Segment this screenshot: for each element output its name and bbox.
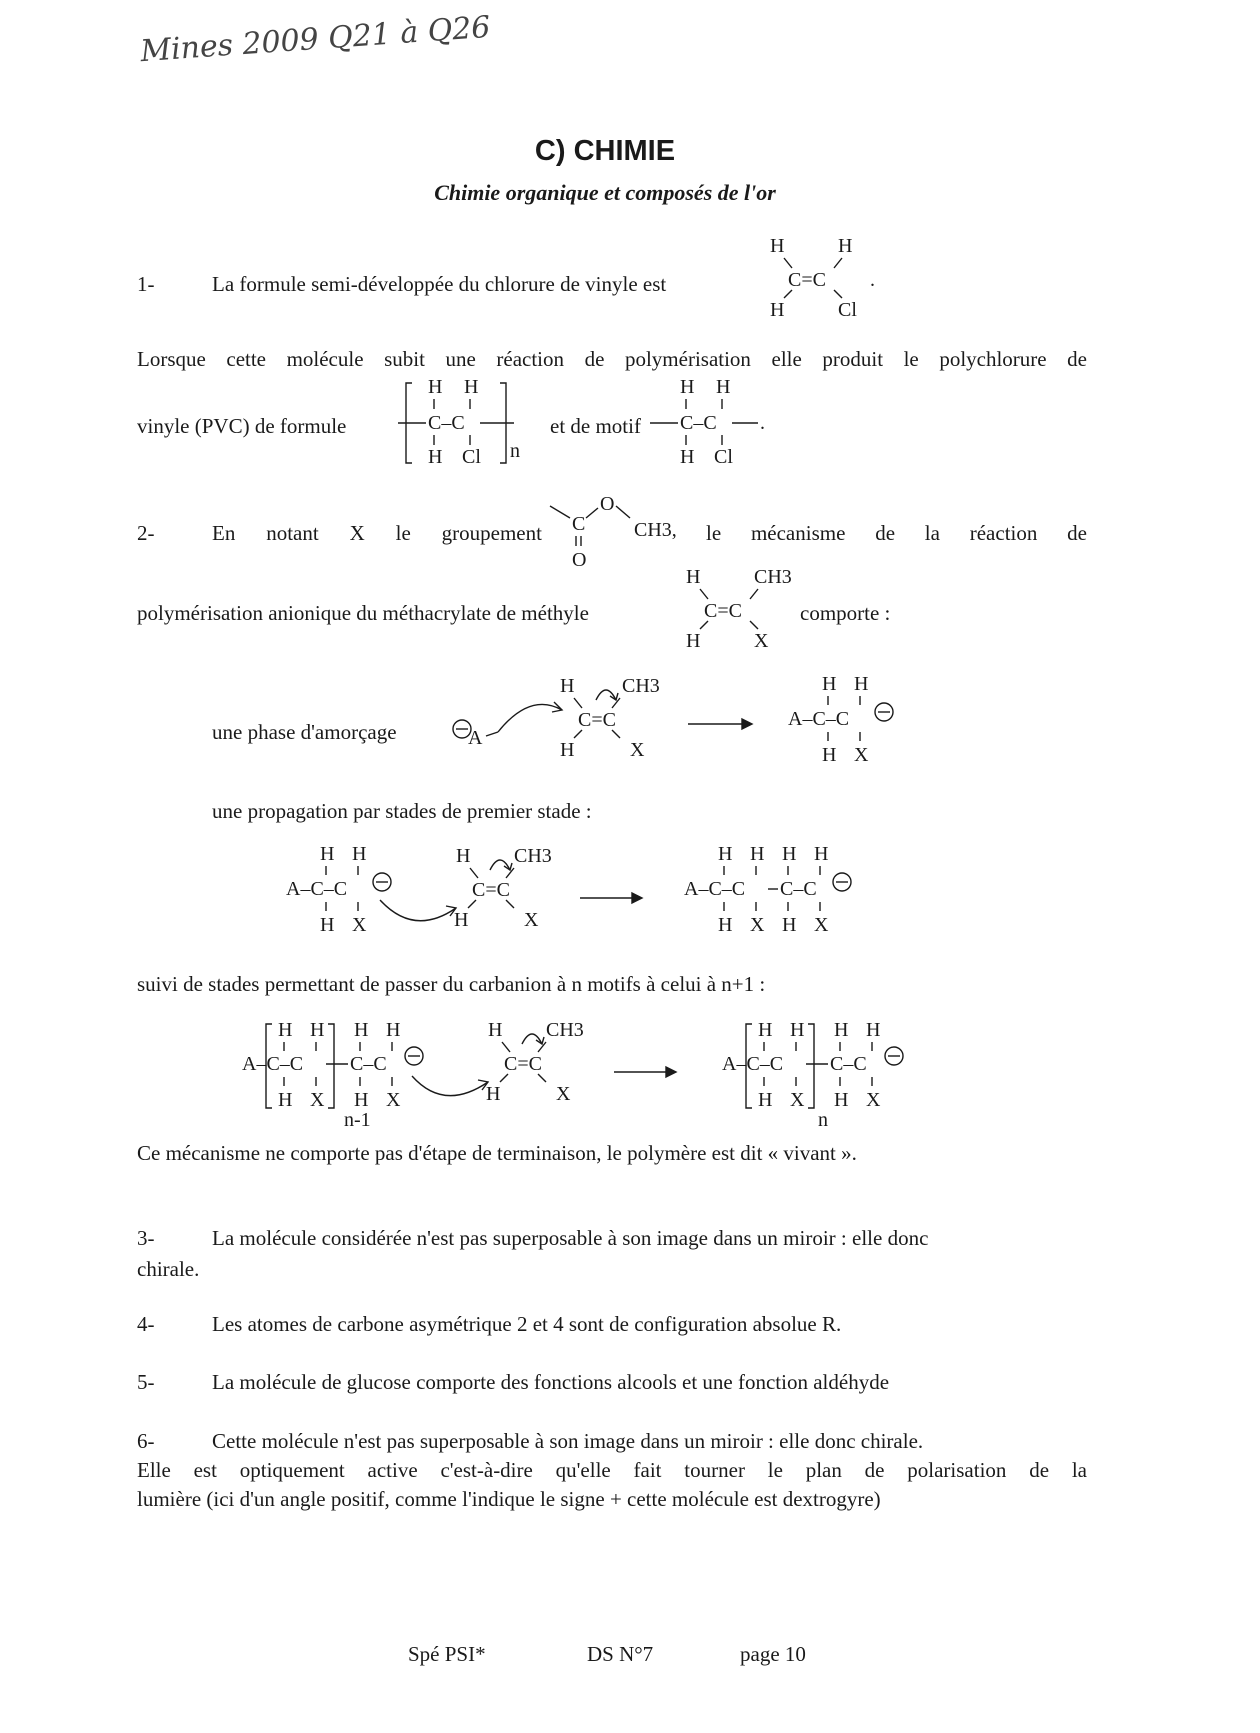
atom-h: H xyxy=(680,376,695,398)
atom-h: H xyxy=(814,843,829,865)
subscript-n: n xyxy=(510,440,520,462)
q6-line1: Cette molécule n'est pas superposable à son image dans un miroir : elle donc chirale. xyxy=(212,1429,924,1453)
atom-h: H xyxy=(320,843,335,865)
c-c-bond: C–C xyxy=(830,1053,867,1075)
atom-h: H xyxy=(770,235,785,257)
bond xyxy=(700,589,708,599)
atom-x: X xyxy=(754,630,769,652)
subscript-n: n xyxy=(818,1109,828,1131)
q5-number: 5- xyxy=(137,1370,155,1394)
atom-h: H xyxy=(354,1089,369,1111)
c-double-bond: C=C xyxy=(788,269,826,291)
bond xyxy=(550,506,570,518)
atom-h: H xyxy=(428,376,443,398)
atom-cl: Cl xyxy=(838,299,857,321)
q1-para-line2b: et de motif xyxy=(550,414,641,438)
bracket-right xyxy=(328,1024,334,1108)
atom-x: X xyxy=(866,1089,881,1111)
bond xyxy=(784,258,792,268)
c-c-bond: C–C xyxy=(428,412,465,434)
atom-h: H xyxy=(278,1019,293,1041)
atom-x: X xyxy=(790,1089,805,1111)
bond xyxy=(502,1042,510,1052)
ester-group-formula xyxy=(548,492,698,572)
bond xyxy=(750,621,758,629)
atom-h: H xyxy=(716,376,731,398)
propagation-n-stage xyxy=(240,1012,920,1137)
a-c-c-chain: A–C–C xyxy=(286,878,348,900)
initiation-reaction xyxy=(450,672,920,777)
footer-left: Spé PSI* xyxy=(408,1642,486,1666)
q2-line1-after xyxy=(706,521,1087,546)
atom-h: H xyxy=(320,914,335,936)
end-dot: . xyxy=(870,269,875,291)
q4-text: Les atomes de carbone asymétrique 2 et 4 sont de configuration absolue R. xyxy=(212,1312,842,1336)
q5-text: La molécule de glucose comporte des fonctions alcools et une fonction aldéhyde xyxy=(212,1370,890,1394)
q3-number: 3- xyxy=(137,1226,155,1250)
q6-number: 6- xyxy=(137,1429,155,1453)
bond xyxy=(834,290,842,298)
bond xyxy=(506,900,514,908)
atom-h: H xyxy=(680,446,695,468)
atom-cl: Cl xyxy=(714,446,733,468)
word: de xyxy=(875,521,896,545)
phase-amorcage-label: une phase d'amorçage xyxy=(212,720,397,744)
atom-h: H xyxy=(278,1089,293,1111)
bond xyxy=(574,698,582,708)
atom-x: X xyxy=(556,1083,571,1105)
ch3-label: CH3 xyxy=(622,675,660,697)
word: En xyxy=(212,521,236,545)
atom-h: H xyxy=(686,566,701,588)
q3-line1: La molécule considérée n'est pas superposable à son image dans un miroir : elle donc xyxy=(212,1226,929,1250)
word: notant xyxy=(266,521,319,545)
atom-h: H xyxy=(718,843,733,865)
c-double-bond: C=C xyxy=(578,709,616,731)
atom-h: H xyxy=(464,376,479,398)
atom-x: X xyxy=(524,909,539,931)
atom-h: H xyxy=(686,630,701,652)
page-title: C) CHIMIE xyxy=(534,135,676,167)
atom-h: H xyxy=(354,1019,369,1041)
word: la xyxy=(924,521,940,545)
atom-c: C xyxy=(572,513,586,535)
ch3-label: CH3 xyxy=(546,1019,584,1041)
atom-h: H xyxy=(486,1083,501,1105)
end-dot: . xyxy=(760,412,765,434)
q2-conclusion: Ce mécanisme ne comporte pas d'étape de terminaison, le polymère est dit « vivant ». xyxy=(137,1141,857,1165)
word: de xyxy=(1067,521,1087,545)
footer-center: DS N°7 xyxy=(587,1642,654,1666)
vinyl-chloride-formula xyxy=(760,232,880,327)
word: mécanisme xyxy=(750,521,846,545)
atom-h: H xyxy=(352,843,367,865)
word: réaction xyxy=(969,521,1038,545)
bond xyxy=(612,730,620,738)
c-double-bond: C=C xyxy=(504,1053,542,1075)
a-c-c-chain: A–C–C xyxy=(722,1053,784,1075)
atom-h: H xyxy=(790,1019,805,1041)
reaction-arrow-icon xyxy=(742,719,752,729)
atom-cl: Cl xyxy=(462,446,481,468)
c-double-bond: C=C xyxy=(704,600,742,622)
reaction-arrow-icon xyxy=(632,893,642,903)
bond xyxy=(538,1074,546,1082)
atom-h: H xyxy=(838,235,853,257)
atom-h: H xyxy=(782,843,797,865)
bond xyxy=(468,900,476,908)
suivi-label: suivi de stades permettant de passer du carbanion à n motifs à celui à n+1 : xyxy=(137,972,766,996)
atom-h: H xyxy=(310,1019,325,1041)
atom-x: X xyxy=(352,914,367,936)
bond xyxy=(834,258,842,268)
bond xyxy=(616,506,630,518)
pvc-formula xyxy=(398,373,538,473)
reaction-arrow-icon xyxy=(666,1067,676,1077)
atom-h: H xyxy=(454,909,469,931)
subscript-n-minus-1: n-1 xyxy=(344,1109,371,1131)
atom-o: O xyxy=(572,549,587,571)
atom-h: H xyxy=(488,1019,503,1041)
atom-x: X xyxy=(814,914,829,936)
q2-line2b: comporte : xyxy=(800,601,891,625)
q1-para-line1: Lorsque cette molécule subit une réaction de polymérisation elle produit le polychlorure de xyxy=(137,347,1087,371)
c-c-bond: C–C xyxy=(680,412,717,434)
q1-text: La formule semi-développée du chlorure de vinyle est xyxy=(212,272,667,296)
atom-x: X xyxy=(310,1089,325,1111)
bracket-right xyxy=(808,1024,814,1108)
q1-para-line2a: vinyle (PVC) de formule xyxy=(137,414,347,438)
atom-h: H xyxy=(758,1089,773,1111)
bond xyxy=(784,290,792,298)
handwritten-note: Mines 2009 Q21 à Q26 xyxy=(139,9,492,70)
atom-h: H xyxy=(834,1089,849,1111)
bond xyxy=(574,730,582,738)
word: groupement xyxy=(441,521,542,545)
word: le xyxy=(395,521,411,545)
bond xyxy=(500,1074,508,1082)
atom-h: H xyxy=(782,914,797,936)
q1-number: 1- xyxy=(137,272,155,296)
atom-x: X xyxy=(386,1089,401,1111)
atom-x: X xyxy=(854,744,869,766)
c-c-bond: C–C xyxy=(350,1053,387,1075)
atom-h: H xyxy=(560,739,575,761)
propagation-label: une propagation par stades de premier stade : xyxy=(212,799,592,823)
atom-a: A xyxy=(468,727,483,749)
bond xyxy=(486,732,498,736)
atom-o: O xyxy=(600,493,615,515)
q3-line2: chirale. xyxy=(137,1257,200,1281)
atom-h: H xyxy=(750,843,765,865)
q2-number: 2- xyxy=(137,521,155,545)
atom-h: H xyxy=(386,1019,401,1041)
q6-line3: lumière (ici d'un angle positif, comme l'indique le signe + cette molécule est dextrogyre) xyxy=(137,1487,881,1511)
q2-line1-before xyxy=(212,521,542,546)
ch3-label: CH3, xyxy=(634,519,677,541)
ch3-label: CH3 xyxy=(754,566,792,588)
atom-h: H xyxy=(834,1019,849,1041)
page-subtitle: Chimie organique et composés de l'or xyxy=(434,180,776,205)
curved-arrow-icon xyxy=(498,704,562,732)
c-double-bond: C=C xyxy=(472,879,510,901)
propagation-first-stage xyxy=(284,842,884,947)
curved-arrow-icon xyxy=(380,900,456,921)
bond xyxy=(750,589,758,599)
atom-h: H xyxy=(758,1019,773,1041)
atom-h: H xyxy=(770,299,785,321)
atom-h: H xyxy=(822,673,837,695)
a-c-c-chain: A–C–C xyxy=(684,878,746,900)
q4-number: 4- xyxy=(137,1312,155,1336)
atom-h: H xyxy=(428,446,443,468)
bond xyxy=(700,621,708,629)
atom-x: X xyxy=(750,914,765,936)
bond xyxy=(586,508,598,518)
c-c-bond: C–C xyxy=(780,878,817,900)
curved-arrow-icon xyxy=(412,1076,488,1096)
q2-line2a: polymérisation anionique du méthacrylate de méthyle xyxy=(137,601,589,625)
atom-h: H xyxy=(854,673,869,695)
footer-right: page 10 xyxy=(740,1642,806,1666)
word: X xyxy=(349,521,365,545)
a-c-c-chain: A–C–C xyxy=(788,708,850,730)
atom-h: H xyxy=(456,845,471,867)
word: le xyxy=(706,521,722,545)
atom-x: X xyxy=(630,739,645,761)
q6-line2: Elle est optiquement active c'est-à-dire qu'elle fait tourner le plan de polarisation de la xyxy=(137,1458,1087,1482)
methyl-methacrylate-formula xyxy=(678,563,798,658)
a-c-c-chain: A–C–C xyxy=(242,1053,304,1075)
atom-h: H xyxy=(718,914,733,936)
ch3-label: CH3 xyxy=(514,845,552,867)
pvc-motif xyxy=(650,373,770,473)
atom-h: H xyxy=(822,744,837,766)
atom-h: H xyxy=(866,1019,881,1041)
bond xyxy=(470,868,478,878)
atom-h: H xyxy=(560,675,575,697)
